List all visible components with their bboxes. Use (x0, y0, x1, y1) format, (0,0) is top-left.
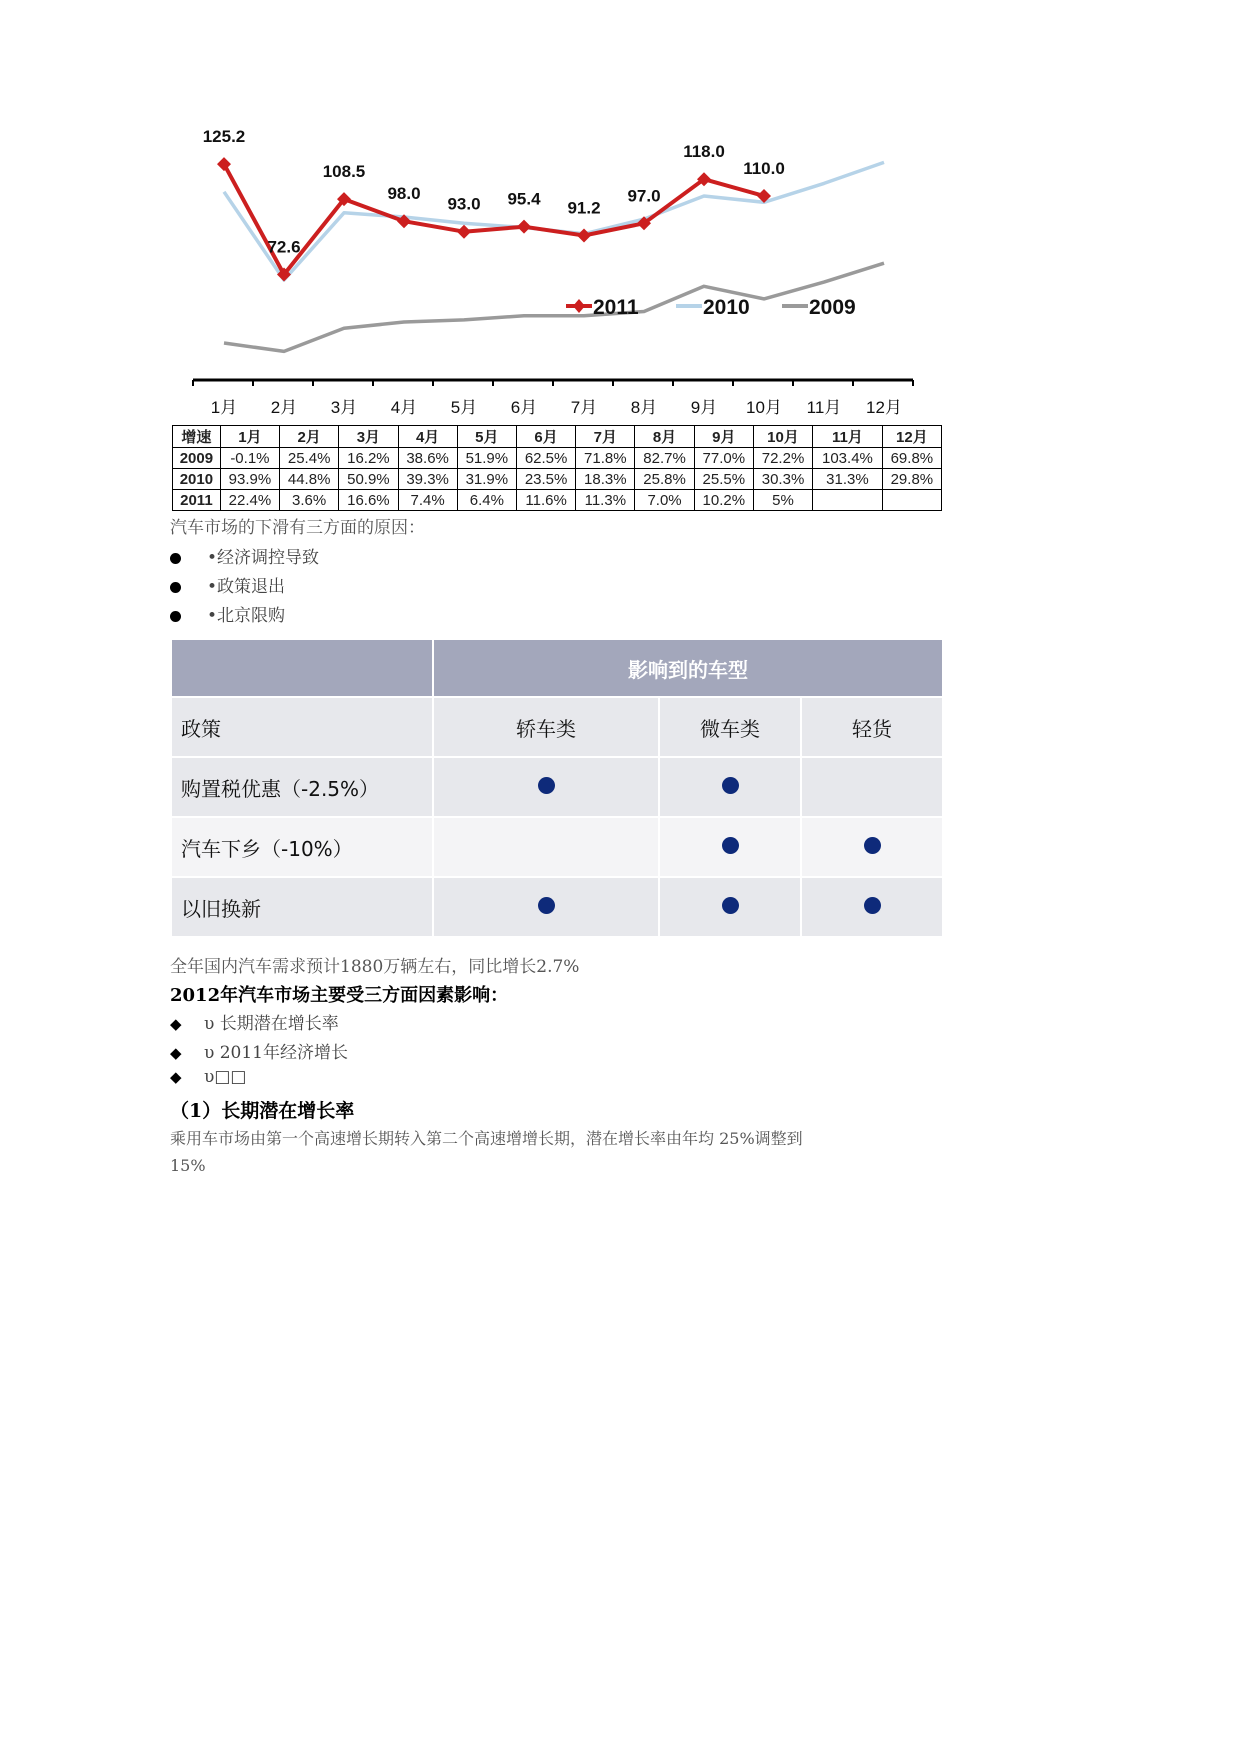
data-label: 91.2 (567, 198, 601, 218)
growth-value-cell: 22.4% (220, 490, 279, 511)
data-label: 108.5 (322, 162, 366, 182)
growth-value-cell: 10.2% (694, 490, 753, 511)
growth-year-cell: 2011 (173, 490, 221, 511)
factor-item: ◆ υ 长期潜在增长率 (170, 1014, 339, 1034)
bullet-icon (170, 611, 181, 622)
growth-month-header: 8月 (635, 426, 694, 448)
growth-value-cell: 30.3% (753, 469, 812, 490)
growth-month-header: 10月 (753, 426, 812, 448)
policy-impact-cell (660, 878, 800, 936)
growth-value-cell: 77.0% (694, 448, 753, 469)
x-tick-label: 12月 (866, 398, 902, 417)
policy-impact-cell (660, 818, 800, 876)
factor-item: ◆ υ 2011年经济增长 (170, 1043, 349, 1063)
diamond-bullet-icon: ◆ (170, 1015, 182, 1033)
growth-value-cell: 69.8% (882, 448, 941, 469)
section-1-body: 乘用车市场由第一个高速增长期转入第二个高速增增长期，潜在增长率由年均 25%调整到 (170, 1129, 803, 1148)
growth-month-header: 2月 (280, 426, 339, 448)
growth-value-cell: 16.6% (339, 490, 398, 511)
col-header-policy: 政策 (172, 698, 432, 756)
x-tick-label: 8月 (630, 398, 658, 417)
col-header-sedan: 轿车类 (434, 698, 658, 756)
table-row (173, 469, 942, 490)
x-tick-label: 2月 (270, 398, 298, 417)
growth-month-header: 7月 (576, 426, 635, 448)
growth-rate-table (172, 425, 942, 511)
growth-value-cell: 50.9% (339, 469, 398, 490)
x-tick-label: 9月 (690, 398, 718, 417)
growth-value-cell: 25.4% (280, 448, 339, 469)
policy-impact-cell (434, 878, 658, 936)
growth-year-cell: 2010 (173, 469, 221, 490)
data-label: 110.0 (743, 159, 785, 178)
reason-item: •政策退出 (170, 572, 285, 597)
diamond-bullet-icon: ◆ (170, 1068, 182, 1086)
data-label: 93.0 (447, 194, 481, 214)
growth-value-cell: 16.2% (339, 448, 398, 469)
factors-title: 2012年汽车市场主要受三方面因素影响： (170, 985, 509, 1006)
x-tick-label: 11月 (806, 398, 842, 417)
policy-table-header: 影响到的车型 (434, 640, 942, 696)
growth-value-cell: 62.5% (516, 448, 575, 469)
policy-impact-cell (802, 878, 942, 936)
section-1-title: （1）长期潜在增长率 (170, 1100, 355, 1122)
policy-name: 购置税优惠（-2.5%） (172, 758, 432, 816)
data-label: 95.4 (507, 189, 541, 209)
legend-label: 2010 (703, 296, 750, 319)
table-row (173, 448, 942, 469)
growth-month-header: 4月 (398, 426, 457, 448)
growth-month-header: 6月 (516, 426, 575, 448)
policy-name: 汽车下乡（-10%） (172, 818, 432, 876)
growth-value-cell: 71.8% (576, 448, 635, 469)
legend-label: 2011 (593, 296, 639, 319)
policy-row (172, 818, 942, 876)
x-tick-label: 1月 (210, 398, 238, 417)
reason-item: •北京限购 (170, 601, 285, 626)
growth-value-cell: 5% (753, 490, 812, 511)
growth-value-cell (813, 490, 883, 511)
growth-value-cell: -0.1% (220, 448, 279, 469)
policy-name: 以旧换新 (172, 878, 432, 936)
growth-value-cell: 82.7% (635, 448, 694, 469)
x-tick-label: 4月 (390, 398, 418, 417)
data-label: 98.0 (387, 184, 421, 204)
growth-value-cell: 11.3% (576, 490, 635, 511)
growth-value-cell: 72.2% (753, 448, 812, 469)
impact-dot-icon (864, 897, 881, 914)
data-label: 118.0 (683, 142, 725, 162)
growth-value-cell: 29.8% (882, 469, 941, 490)
policy-impact-cell (802, 818, 942, 876)
growth-value-cell: 93.9% (220, 469, 279, 490)
policy-row (172, 758, 942, 816)
growth-value-cell: 103.4% (813, 448, 883, 469)
growth-value-cell (882, 490, 941, 511)
growth-corner-header: 增速 (173, 426, 221, 448)
x-tick-label: 3月 (330, 398, 358, 417)
growth-value-cell: 18.3% (576, 469, 635, 490)
policy-row (172, 878, 942, 936)
impact-dot-icon (722, 777, 739, 794)
policy-impact-cell (802, 758, 942, 816)
growth-value-cell: 11.6% (516, 490, 575, 511)
x-tick-label: 6月 (510, 398, 538, 417)
col-header-mini: 微车类 (660, 698, 800, 756)
growth-value-cell: 51.9% (457, 448, 516, 469)
growth-value-cell: 3.6% (280, 490, 339, 511)
policy-impact-cell (660, 758, 800, 816)
section-1-body-cont: 15% (170, 1156, 206, 1175)
growth-month-header: 5月 (457, 426, 516, 448)
growth-value-cell: 44.8% (280, 469, 339, 490)
impact-dot-icon (722, 897, 739, 914)
x-tick-label: 10月 (746, 398, 782, 417)
growth-value-cell: 25.8% (635, 469, 694, 490)
point-2011-6月 (517, 220, 531, 234)
growth-month-header: 1月 (220, 426, 279, 448)
point-2011-7月 (577, 228, 591, 242)
growth-value-cell: 31.3% (813, 469, 883, 490)
bullet-icon (170, 582, 181, 593)
policy-impact-table (170, 638, 944, 938)
legend-label: 2009 (809, 296, 856, 319)
growth-year-cell: 2009 (173, 448, 221, 469)
col-header-light-truck: 轻货 (802, 698, 942, 756)
x-tick-label: 5月 (450, 398, 478, 417)
reasons-intro: 汽车市场的下滑有三方面的原因： (170, 518, 425, 538)
data-label: 72.6 (267, 237, 301, 257)
growth-value-cell: 7.4% (398, 490, 457, 511)
bullet-icon (170, 553, 181, 564)
table-row (173, 490, 942, 511)
growth-month-header: 12月 (882, 426, 941, 448)
sales-line-chart (0, 0, 1101, 420)
policy-impact-cell (434, 758, 658, 816)
reason-item: •经济调控导致 (170, 543, 319, 568)
growth-month-header: 11月 (813, 426, 883, 448)
growth-value-cell: 31.9% (457, 469, 516, 490)
growth-value-cell: 23.5% (516, 469, 575, 490)
growth-month-header: 9月 (694, 426, 753, 448)
impact-dot-icon (538, 777, 555, 794)
factor-item: ◆ υ□□ (170, 1067, 247, 1087)
impact-dot-icon (722, 837, 739, 854)
legend-marker (573, 299, 585, 313)
data-label: 125.2 (202, 127, 246, 147)
growth-value-cell: 6.4% (457, 490, 516, 511)
growth-value-cell: 38.6% (398, 448, 457, 469)
growth-value-cell: 39.3% (398, 469, 457, 490)
growth-month-header: 3月 (339, 426, 398, 448)
impact-dot-icon (538, 897, 555, 914)
diamond-bullet-icon: ◆ (170, 1044, 182, 1062)
policy-impact-cell (434, 818, 658, 876)
growth-value-cell: 25.5% (694, 469, 753, 490)
growth-value-cell: 7.0% (635, 490, 694, 511)
impact-dot-icon (864, 837, 881, 854)
forecast-text: 全年国内汽车需求预计1880万辆左右，同比增长2.7% (170, 957, 580, 977)
point-2011-5月 (457, 225, 471, 239)
x-tick-label: 7月 (570, 398, 598, 417)
data-label: 97.0 (627, 186, 661, 206)
